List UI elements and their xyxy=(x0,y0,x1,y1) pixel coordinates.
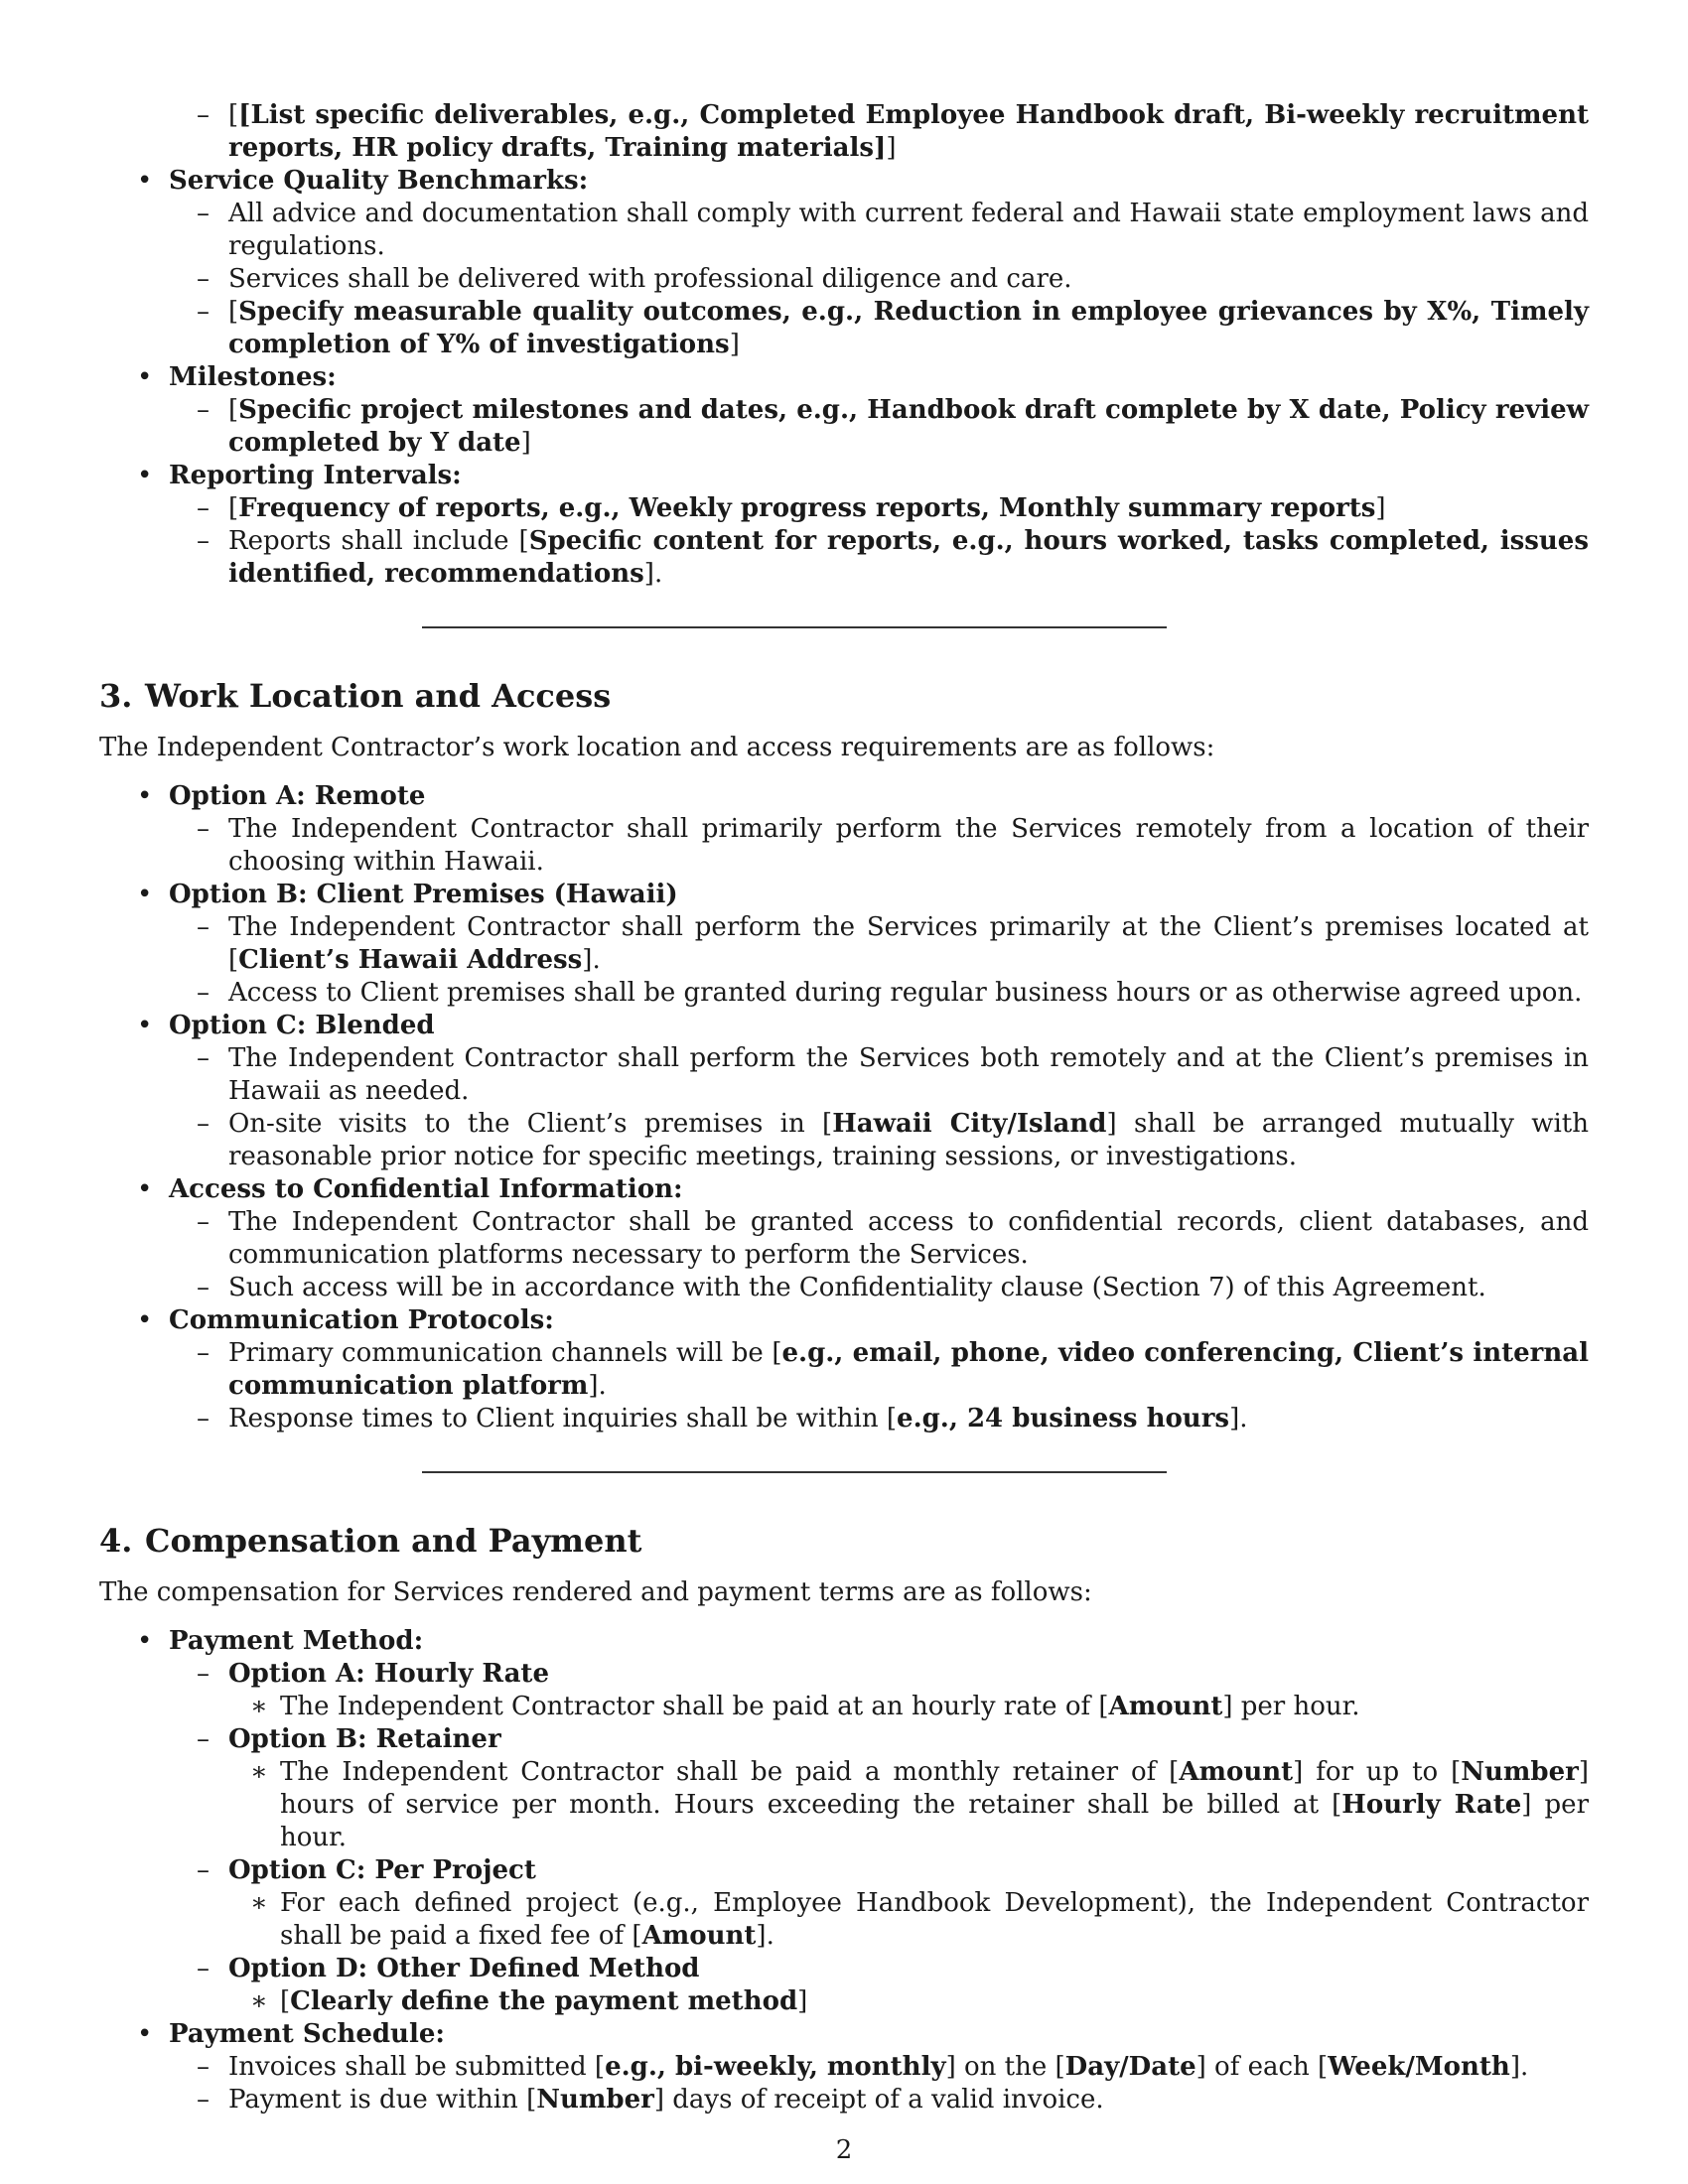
list-item xyxy=(99,1625,1589,2018)
section2-tail-list xyxy=(99,99,1589,591)
reporting-placeholder: Frequency of reports, e.g., Weekly progress reports, Monthly summary reports xyxy=(238,493,1376,523)
option-b-heading: Option B: Client Premises (Hawaii) xyxy=(169,880,678,909)
list-item: – All advice and documentation shall comply with current federal and Hawaii state employment laws and regulations. xyxy=(169,198,1589,263)
deliverables-placeholder: [List specific deliverables, e.g., Completed Employee Handbook draft, Bi-weekly recruitment reports, HR policy drafts, Training materials] xyxy=(228,100,1589,163)
list-item: – Such access will be in accordance with the Confidentiality clause (Section 7) of this Agreement. xyxy=(169,1272,1589,1304)
list-item: ∗ The Independent Contractor shall be paid at an hourly rate of [Amount] per hour. xyxy=(228,1691,1589,1723)
section4-intro: The compensation for Services rendered and payment terms are as follows: xyxy=(99,1577,1092,1607)
retainer-heading: Option B: Retainer xyxy=(228,1724,501,1754)
milestones-heading: Milestones: xyxy=(169,362,337,392)
list-item xyxy=(99,1173,1589,1304)
section4-list xyxy=(99,1625,1589,2116)
list-item xyxy=(99,780,1589,879)
project-heading: Option C: Per Project xyxy=(228,1855,536,1885)
list-item: – Reports shall include [Specific content for reports, e.g., hours worked, tasks completed, issues identified, recommendations]. xyxy=(169,525,1589,591)
list-item: – [Specific project milestones and dates, e.g., Handbook draft complete by X date, Policy review completed by Y date] xyxy=(169,394,1589,460)
list-item xyxy=(99,361,1589,460)
list-item xyxy=(99,1304,1589,1435)
confidential-heading: Access to Confidential Information: xyxy=(169,1174,683,1204)
list-item: – Response times to Client inquiries shall be within [e.g., 24 business hours]. xyxy=(169,1403,1589,1435)
list-item xyxy=(169,1723,1589,1854)
section-divider xyxy=(422,1471,1167,1473)
list-item: ∗ [Clearly define the payment method] xyxy=(228,1985,1589,2018)
list-item: – The Independent Contractor shall primarily perform the Services remotely from a location of their choosing within Hawaii. xyxy=(169,813,1589,879)
list-item xyxy=(169,1658,1589,1723)
hourly-heading: Option A: Hourly Rate xyxy=(228,1659,549,1689)
list-item xyxy=(99,460,1589,591)
reports-placeholder: Specific content for reports, e.g., hours worked, tasks completed, issues identified, recommendations xyxy=(228,526,1589,589)
list-item xyxy=(99,879,1589,1010)
list-item: – Payment is due within [Number] days of receipt of a valid invoice. xyxy=(169,2084,1589,2116)
other-method-heading: Option D: Other Defined Method xyxy=(228,1954,700,1983)
list-item xyxy=(99,1010,1589,1173)
section3-intro: The Independent Contractor’s work location and access requirements are as follows: xyxy=(99,733,1215,762)
list-item xyxy=(99,165,1589,361)
address-placeholder: Client’s Hawaii Address xyxy=(238,945,583,975)
section-heading-4: 4. Compensation and Payment xyxy=(99,1522,642,1560)
list-item: – The Independent Contractor shall be granted access to confidential records, client databases, and communication platforms necessary to perform the Services. xyxy=(169,1206,1589,1272)
payment-method-heading: Payment Method: xyxy=(169,1626,424,1656)
section-divider xyxy=(422,626,1167,628)
list-item: – Invoices shall be submitted [e.g., bi-weekly, monthly] on the [Day/Date] of each [Week/Month]. xyxy=(169,2051,1589,2084)
list-item xyxy=(99,2018,1589,2116)
list-item: – The Independent Contractor shall perform the Services primarily at the Client’s premises located at [Client’s Hawaii Address]. xyxy=(169,911,1589,977)
list-item: – Access to Client premises shall be granted during regular business hours or as otherwise agreed upon. xyxy=(169,977,1589,1010)
list-item: – [Specify measurable quality outcomes, e.g., Reduction in employee grievances by X%, Timely completion of Y% of investigations] xyxy=(169,296,1589,361)
list-item: ∗ The Independent Contractor shall be paid a monthly retainer of [Amount] for up to [Number] hours of service per month. Hours exceeding the retainer shall be billed at [Hourly Rate] per hour. xyxy=(228,1756,1589,1854)
page-number: 2 xyxy=(835,2135,853,2165)
option-a-heading: Option A: Remote xyxy=(169,781,426,811)
list-item xyxy=(169,1953,1589,2018)
list-item: – Primary communication channels will be [e.g., email, phone, video conferencing, Client’s internal communication platform]. xyxy=(169,1337,1589,1403)
list-item: – On-site visits to the Client’s premises in [Hawaii City/Island] shall be arranged mutually with reasonable prior notice for specific meetings, training sessions, or investigations. xyxy=(169,1108,1589,1173)
list-item xyxy=(169,1854,1589,1953)
channels-placeholder: e.g., email, phone, video conferencing, Client’s internal communication platform xyxy=(228,1338,1589,1401)
list-item: – [[List specific deliverables, e.g., Completed Employee Handbook draft, Bi-weekly recruitment reports, HR policy drafts, Training materials]] xyxy=(99,99,1589,165)
quality-heading: Service Quality Benchmarks: xyxy=(169,166,589,196)
response-placeholder: e.g., 24 business hours xyxy=(897,1404,1230,1433)
section3-list xyxy=(99,780,1589,1435)
option-c-heading: Option C: Blended xyxy=(169,1011,435,1040)
reporting-heading: Reporting Intervals: xyxy=(169,461,462,490)
city-placeholder: Hawaii City/Island xyxy=(832,1109,1107,1139)
section-heading-3: 3. Work Location and Access xyxy=(99,677,612,715)
list-item: – [Frequency of reports, e.g., Weekly progress reports, Monthly summary reports] xyxy=(169,492,1589,525)
schedule-heading: Payment Schedule: xyxy=(169,2019,445,2049)
quality-placeholder: Specify measurable quality outcomes, e.g., Reduction in employee grievances by X%, Timely completion of Y% of investigations xyxy=(228,297,1589,359)
communication-heading: Communication Protocols: xyxy=(169,1305,554,1335)
milestones-placeholder: Specific project milestones and dates, e.g., Handbook draft complete by X date, Policy review completed by Y date xyxy=(228,395,1589,458)
document-page xyxy=(99,99,1589,2116)
list-item: ∗ For each defined project (e.g., Employee Handbook Development), the Independent Contractor shall be paid a fixed fee of [Amount]. xyxy=(228,1887,1589,1953)
list-item: – Services shall be delivered with professional diligence and care. xyxy=(169,263,1589,296)
list-item: – The Independent Contractor shall perform the Services both remotely and at the Client’s premises in Hawaii as needed. xyxy=(169,1042,1589,1108)
